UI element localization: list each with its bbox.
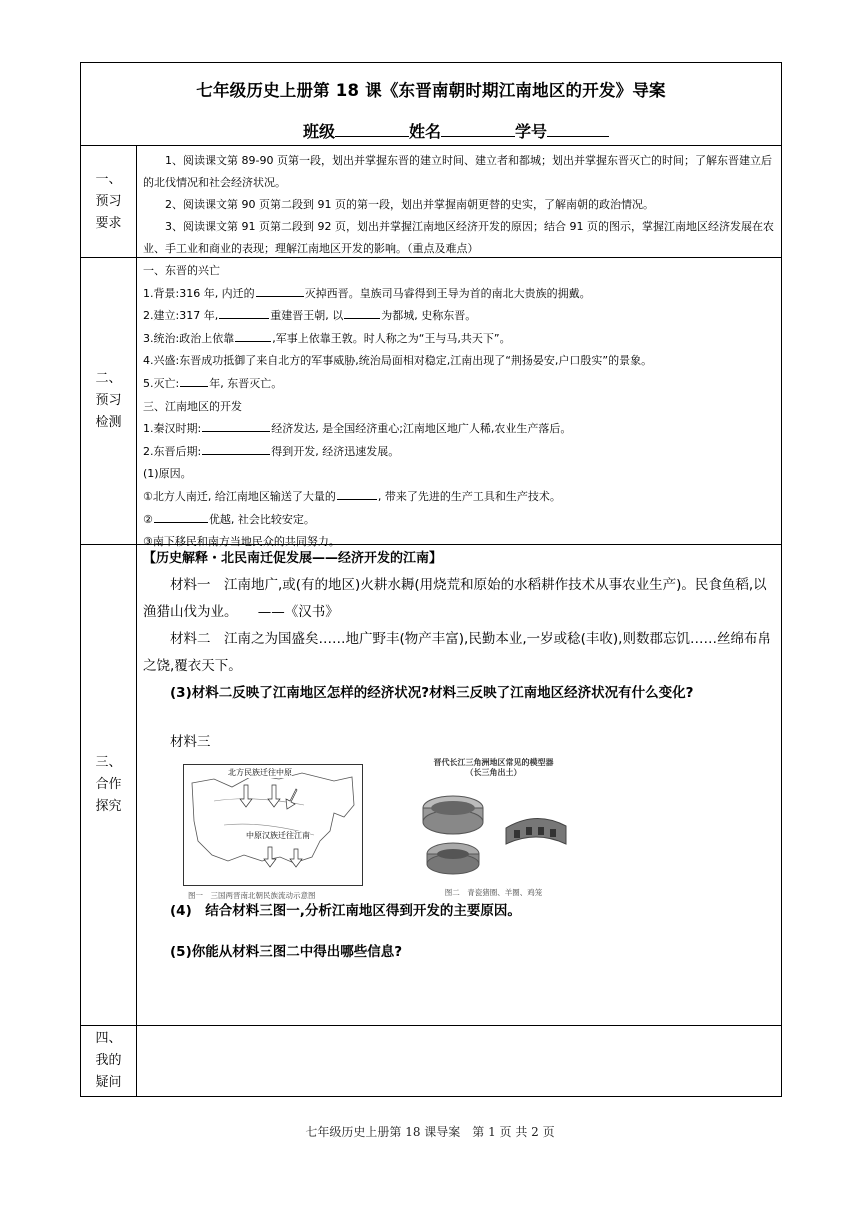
label-line: 要求 [95,215,122,231]
text: 灭掉西晋。皇族司马睿得到王导为首的南北大贵族的拥戴。 [304,286,591,300]
label-line: 一、 [95,171,122,187]
section-body [137,258,781,549]
fill-blank[interactable] [344,306,380,319]
name-blank[interactable] [441,122,515,137]
item-qin-han [143,418,775,441]
item-founding [143,305,775,328]
text: 得到开发, 经济迅速发展。 [271,444,400,458]
text: ② [143,512,153,526]
label-line: 我的 [95,1053,122,1068]
question-5: (5)你能从材料三图二中得出哪些信息? [170,944,403,960]
text: 经济发达, 是全国经济重心;江南地区地广人稀,农业生产落后。 [271,422,572,436]
section-label [81,1026,137,1096]
figure-2-caption: 图二 青瓷猪圈、羊圈、鸡笼 [444,888,543,897]
section-label [81,258,137,544]
fill-blank[interactable] [337,487,377,500]
text: ①北方人南迁, 给江南地区输送了大量的 [143,489,336,503]
section-preview-requirements [81,146,781,258]
text: 2.东晋后期: [143,444,202,458]
fill-blank[interactable] [180,374,208,387]
question-4: (4) 结合材料三图一,分析江南地区得到开发的主要原因。 [170,903,521,919]
reason-3: ③南下移民和南方当地民众的共同努力。 [143,535,340,549]
section-label [81,545,137,1025]
label-line: 疑问 [95,1075,122,1090]
section-my-questions [81,1026,781,1096]
material-2: 材料二 江南之为国盛矣……地广野丰(物产丰富),民勤本业,一岁或稔(丰收),则数郡忘饥……丝绵布帛之饶,覆衣天下。 [143,631,771,674]
text: 2.建立:317 年, [143,309,219,323]
heading-eastern-jin: 一、东晋的兴亡 [143,264,220,277]
map-label-north: 北方民族迁往中原 [228,768,292,777]
migration-map [184,765,362,885]
reason-2 [143,509,775,532]
material-3-figures [143,758,775,898]
inquiry-heading: 【历史解释・北民南迁促发展——经济开发的江南】 [143,551,443,566]
label-line: 预习 [95,193,122,209]
label-line: 二、 [95,371,122,386]
item-late-jin [143,441,775,464]
title-row [81,63,781,146]
text: 1.背景:316 年, 内迁的 [143,286,255,300]
name-label: 姓名 [409,122,442,141]
fill-blank[interactable] [154,510,208,523]
item-fall [143,373,775,396]
page-title: 七年级历史上册第 18 课《东晋南朝时期江南地区的开发》导案 [196,81,666,100]
id-blank[interactable] [547,122,609,137]
section-body [137,545,781,1025]
item-rule [143,328,775,351]
reason-1 [143,486,775,509]
page-footer: 七年级历史上册第 18 课导案 第 1 页 共 2 页 [305,1125,555,1139]
class-blank[interactable] [335,122,409,137]
heading-jiangnan: 三、江南地区的开发 [143,399,242,413]
figure-2-title: 晋代长江三角洲地区常见的模型器（长三角出土） [433,758,554,777]
student-info-line [303,119,609,142]
text: 重建晋王朝, 以 [270,309,344,323]
migration-map-figure [183,764,363,900]
label-line: 预习 [95,393,122,408]
fill-blank[interactable] [202,442,270,455]
pottery-models-figure [411,758,576,896]
question-3: (3)材料二反映了江南地区怎样的经济状况?材料三反映了江南地区经济状况有什么变化? [170,685,694,701]
text: ,军事上依靠王敦。时人称之为“王与马,共天下”。 [272,331,511,345]
material-3-label: 材料三 [170,734,211,750]
class-label: 班级 [303,122,336,141]
item-background [143,283,775,306]
fill-blank[interactable] [219,306,269,319]
requirement-2: 2、阅读课文第 90 页第二段到 91 页的第一段，划出并掌握南朝更替的史实，了解南朝的政治情况。 [165,198,654,211]
map-label-south: 中原汉族迁往江南 [246,831,310,840]
figure-1-caption: 图一 三国两晋南北朝民族流动示意图 [188,891,316,900]
label-line: 探究 [95,799,122,814]
fill-blank[interactable] [235,329,271,342]
id-label: 学号 [515,122,548,141]
pottery-models [411,778,576,878]
fill-blank[interactable] [202,419,270,432]
label-line: 检测 [95,415,122,430]
section-label [81,146,137,257]
text: 优越, 社会比较安定。 [208,512,315,526]
requirement-3: 3、阅读课文第 91 页第二段到 92 页，划出并掌握江南地区经济开发的原因；结合 91 页的图示，掌握江南地区经济发展在农业、手工业和商业的表现；理解江南地区开发的影响。（重点及难点） [143,220,774,255]
text: 5.灭亡: [143,376,180,390]
item-prosperity: 4.兴盛:东晋成功抵御了来自北方的军事威胁,统治局面相对稳定,江南出现了“荆扬晏安,户口殷实”的景象。 [143,354,653,368]
label-line: 三、 [95,755,122,770]
label-line: 四、 [95,1031,122,1046]
material-1: 材料一 江南地广,或(有的地区)火耕水耨(用烧荒和原始的水稻耕作技术从事农业生产)。民食鱼稻,以渔猎山伐为业。 ——《汉书》 [143,577,767,620]
item-reasons: (1)原因。 [143,467,192,481]
fill-blank[interactable] [256,284,304,297]
section-preview-check [81,258,781,549]
text: 1.秦汉时期: [143,422,202,436]
questions-answer-area[interactable] [137,1026,781,1096]
section-body [137,146,781,257]
text: 年, 东晋灭亡。 [209,376,283,390]
requirement-1: 1、阅读课文第 89-90 页第一段，划出并掌握东晋的建立时间、建立者和都城；划出并掌握东晋灭亡的时间；了解东晋建立后的北伐情况和社会经济状况。 [143,154,772,189]
text: 为都城, 史称东晋。 [381,309,477,323]
section-cooperative-inquiry [81,545,781,1026]
text: 3.统治:政治上依靠 [143,331,235,345]
text: , 带来了先进的生产工具和生产技术。 [377,489,561,503]
label-line: 合作 [95,777,122,792]
worksheet-table [80,62,782,1097]
